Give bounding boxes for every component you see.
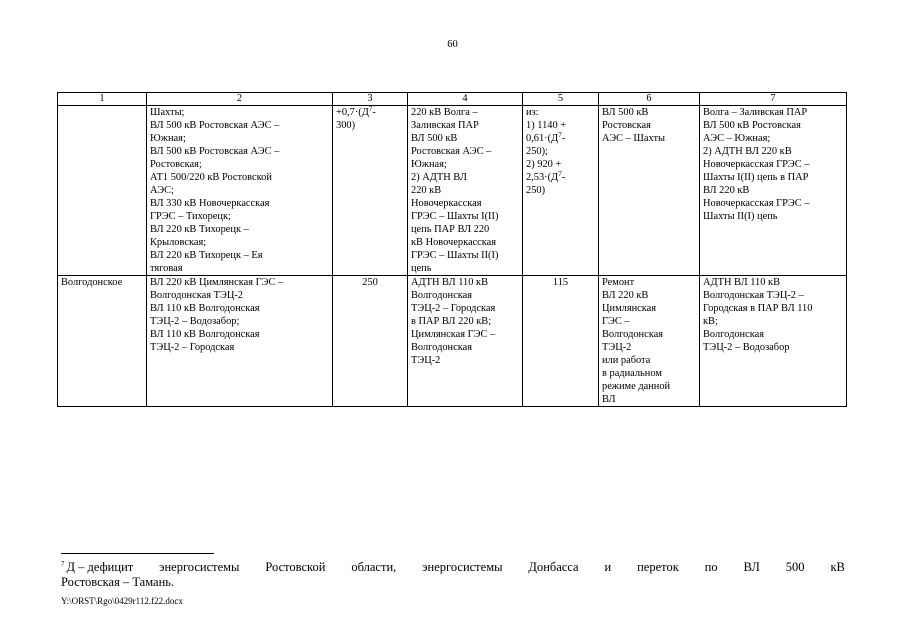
footnote-word: 500: [785, 560, 805, 574]
page-number: 60: [447, 39, 458, 50]
cell-text-line: ТЭЦ-2 – Водозабор: [703, 342, 790, 353]
cell-text-line: Новочеркасская: [411, 198, 482, 209]
cell-text-line: Новочеркасская ГРЭС –: [703, 159, 810, 170]
header-cell: 5: [523, 93, 599, 106]
table-cell: 115: [523, 276, 599, 407]
cell-text-line: ВЛ 220 кВ Цимлянская ГЭС –: [150, 277, 284, 288]
header-cell: 2: [147, 93, 333, 106]
cell-text-line: в радиальном: [602, 368, 662, 379]
cell-text-line: ТЭЦ-2: [411, 355, 441, 366]
table-row: [58, 276, 847, 407]
cell-text-line: АДТН ВЛ 110 кВ: [703, 277, 780, 288]
footnote-mark: 7: [61, 560, 65, 568]
footnote-word: и: [604, 560, 612, 574]
cell-text-line: Ремонт: [602, 277, 635, 288]
cell-text-line: ГРЭС – Шахты II(I): [411, 250, 499, 261]
cell-text-line: ВЛ 330 кВ Новочеркасская: [150, 198, 270, 209]
file-path: Y:\ORST\Rgo\0429r112.f22.docx: [61, 596, 183, 606]
cell-text-line: АЭС;: [150, 185, 174, 196]
cell-text-line: Крыловская;: [150, 237, 207, 248]
cell-text-line: Ростовская: [602, 120, 651, 131]
cell-text-line: ВЛ 500 кВ Ростовская: [703, 120, 801, 131]
table-cell: [58, 106, 147, 276]
cell-text-line: Волгодонская: [602, 329, 664, 340]
table-header-row: [58, 93, 847, 106]
header-cell: 6: [599, 93, 700, 106]
cell-text-line: ТЭЦ-2 – Городская: [150, 342, 235, 353]
cell-text-line: ТЭЦ-2 – Водозабор;: [150, 316, 240, 327]
table-cell: [147, 276, 333, 407]
footnote-word: кВ: [830, 560, 845, 574]
cell-text-line: ВЛ 110 кВ Волгодонская: [150, 303, 260, 314]
cell-text-line: ГРЭС – Шахты I(II): [411, 211, 499, 222]
footnote-separator: [61, 553, 214, 554]
cell-text-line: режиме данной: [602, 381, 671, 392]
table-cell: [58, 276, 147, 407]
cell-text-line: АЭС – Южная;: [703, 133, 771, 144]
cell-text-line: 2) АДТН ВЛ: [411, 172, 467, 183]
cell-text-line: в ПАР ВЛ 220 кВ;: [411, 316, 492, 327]
table-cell: [408, 276, 523, 407]
cell-text-line: Шахты I(II) цепь в ПАР: [703, 172, 809, 183]
cell-text-line: ВЛ 110 кВ Волгодонская: [150, 329, 260, 340]
cell-text-line: 220 кВ: [411, 185, 442, 196]
cell-text-line: ВЛ 500 кВ Ростовская АЭС –: [150, 120, 280, 131]
footnote-word: Ростовской: [265, 560, 326, 574]
table-cell: [700, 106, 847, 276]
cell-text-line: 220 кВ Волга –: [411, 107, 478, 118]
header-cell: 4: [408, 93, 523, 106]
cell-text-line: тяговая: [150, 263, 183, 274]
table-row: [58, 106, 847, 276]
cell-text-line: АТ1 500/220 кВ Ростовской: [150, 172, 272, 183]
cell-text-line: Южная;: [150, 133, 186, 144]
footnote: [61, 560, 845, 590]
cell-text-line: Волгодонская ТЭЦ-2: [150, 290, 243, 301]
footnote-lead: $^7$ Д – дефицит: [61, 560, 134, 574]
cell-text-line: ТЭЦ-2: [602, 342, 632, 353]
header-cell: 1: [58, 93, 147, 106]
footnote-word: по: [704, 560, 718, 574]
table-cell: [147, 106, 333, 276]
table-cell: 250: [333, 276, 408, 407]
cell-text-line: кВ Новочеркасская: [411, 237, 497, 248]
footnote-word: ВЛ: [743, 560, 760, 574]
header-cell: 3: [333, 93, 408, 106]
header-cell: 7: [700, 93, 847, 106]
cell-text-line: или работа: [602, 355, 651, 366]
cell-text-line: Цимлянская ГЭС –: [411, 329, 496, 340]
cell-text-line: Городская в ПАР ВЛ 110: [703, 303, 813, 314]
cell-text-line: цепь ПАР ВЛ 220: [411, 224, 490, 235]
cell-text-line: цепь: [411, 263, 432, 274]
cell-text-line: Волгодонская: [411, 342, 473, 353]
footnote-line: Ростовская – Тамань.: [61, 575, 175, 589]
footnote-word: области,: [351, 560, 397, 574]
cell-text-line: ВЛ 500 кВ: [411, 133, 458, 144]
table-cell: [408, 106, 523, 276]
cell-text-line: ВЛ: [602, 394, 616, 405]
footnote-line: [61, 560, 845, 575]
cell-text-line: Шахты;: [150, 107, 185, 118]
cell-text-line: ВЛ 500 кВ Ростовская АЭС –: [150, 146, 280, 157]
cell-text-line: АДТН ВЛ 110 кВ: [411, 277, 488, 288]
cell-text-line: Цимлянская: [602, 303, 657, 314]
cell-text-line: Волгодонская ТЭЦ-2 –: [703, 290, 804, 301]
cell-text-line: АЭС – Шахты: [602, 133, 665, 144]
cell-text-line: 2) АДТН ВЛ 220 кВ: [703, 146, 792, 157]
cell-text-line: Ростовская АЭС –: [411, 146, 492, 157]
cell-text-line: ВЛ 220 кВ Тихорецк – Ея: [150, 250, 263, 261]
cell-text-line: Ростовская;: [150, 159, 202, 170]
cell-text-line: Волгодонское: [61, 277, 123, 288]
cell-text-line: ТЭЦ-2 – Городская: [411, 303, 496, 314]
cell-text-line: ВЛ 500 кВ: [602, 107, 649, 118]
cell-text-line: Волга – Заливская ПАР: [703, 107, 808, 118]
cell-text-line: ГЭС –: [602, 316, 630, 327]
cell-text-line: Новочеркасская ГРЭС –: [703, 198, 810, 209]
table-cell: [599, 276, 700, 407]
cell-text-line: ВЛ 220 кВ Тихорецк –: [150, 224, 249, 235]
cell-text-line: ВЛ 220 кВ: [703, 185, 750, 196]
footnote-word: переток: [637, 560, 679, 574]
cell-text-line: Южная;: [411, 159, 447, 170]
footnote-word: энергосистемы: [159, 560, 240, 574]
cell-text-line: Заливская ПАР: [411, 120, 479, 131]
cell-text-line: ВЛ 220 кВ: [602, 290, 649, 301]
data-table: [57, 92, 847, 407]
cell-text-line: Волгодонская: [411, 290, 473, 301]
table-cell: [599, 106, 700, 276]
cell-text-line: Шахты II(I) цепь: [703, 211, 778, 222]
footnote-word: Донбасса: [528, 560, 579, 574]
table-cell: [700, 276, 847, 407]
table-cell: $+0,7\cdot(Д^7-$ 300): [333, 106, 408, 276]
table-cell: из: 1) 1140 + $0,61\cdot(Д^7-$ 250); 2) 920 + $2,53\cdot(Д^7-$ 250): [523, 106, 599, 276]
cell-text-line: Волгодонская: [703, 329, 765, 340]
cell-text-line: ГРЭС – Тихорецк;: [150, 211, 231, 222]
cell-text-line: кВ;: [703, 316, 718, 327]
footnote-word: энергосистемы: [422, 560, 503, 574]
